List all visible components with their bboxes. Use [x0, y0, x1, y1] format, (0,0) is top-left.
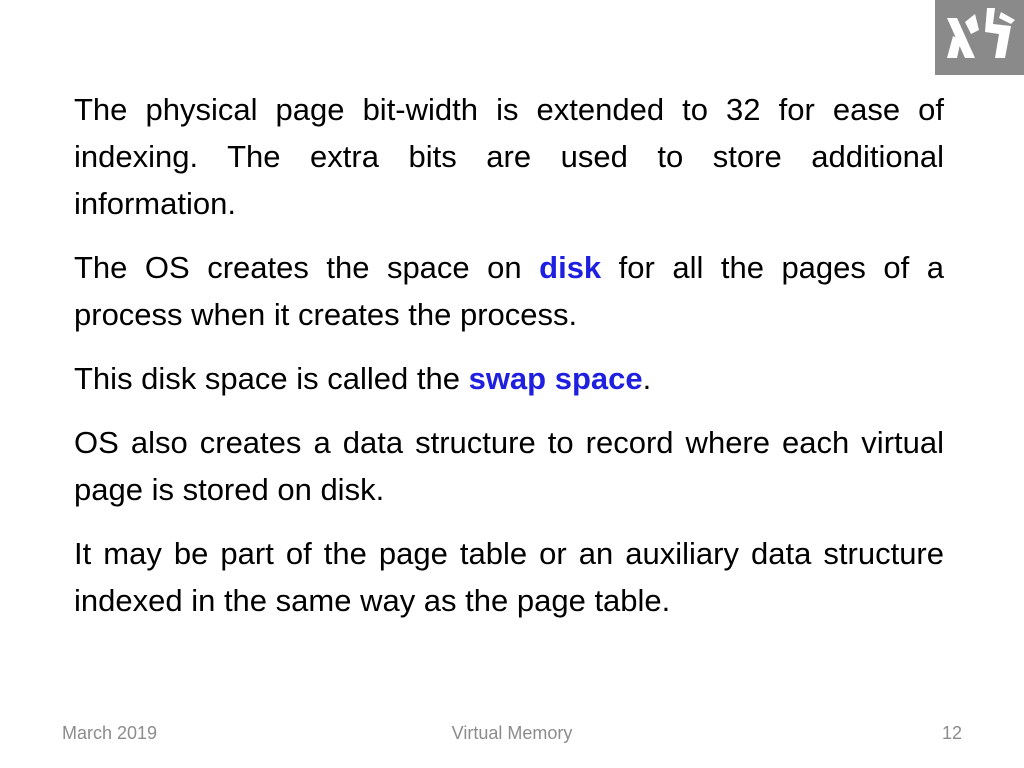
logo-icon — [935, 0, 1024, 75]
paragraph-text: The physical page bit-width is extended to 32 for ease of indexing. The extra bits are used to store additional information. — [74, 92, 944, 221]
paragraph-text: OS also creates a data structure to record where each virtual page is stored on disk. — [74, 425, 944, 507]
paragraph-text: It may be part of the page table or an auxiliary data structure indexed in the same way as the page table. — [74, 536, 944, 618]
paragraph-text: This disk space is called the — [74, 361, 469, 396]
paragraph-page-bit-width — [74, 86, 944, 227]
paragraph-text: . — [642, 361, 652, 396]
paragraph-data-structure — [74, 419, 944, 513]
highlight-swap-space: swap space — [468, 361, 643, 396]
paragraph-disk-space — [74, 244, 944, 338]
slide-body — [74, 86, 944, 624]
paragraph-text: The OS creates the space on — [74, 250, 540, 285]
paragraph-page-table — [74, 530, 944, 624]
paragraph-text: for all the pages of a process when it creates the process. — [74, 250, 944, 332]
footer-date: March 2019 — [62, 723, 158, 743]
hebrew-letters-logo-icon — [935, 0, 1024, 75]
highlight-disk: disk — [539, 250, 602, 285]
footer-page-number: 12 — [941, 723, 962, 743]
paragraph-swap-space — [74, 355, 944, 402]
footer-title: Virtual Memory — [451, 723, 573, 743]
